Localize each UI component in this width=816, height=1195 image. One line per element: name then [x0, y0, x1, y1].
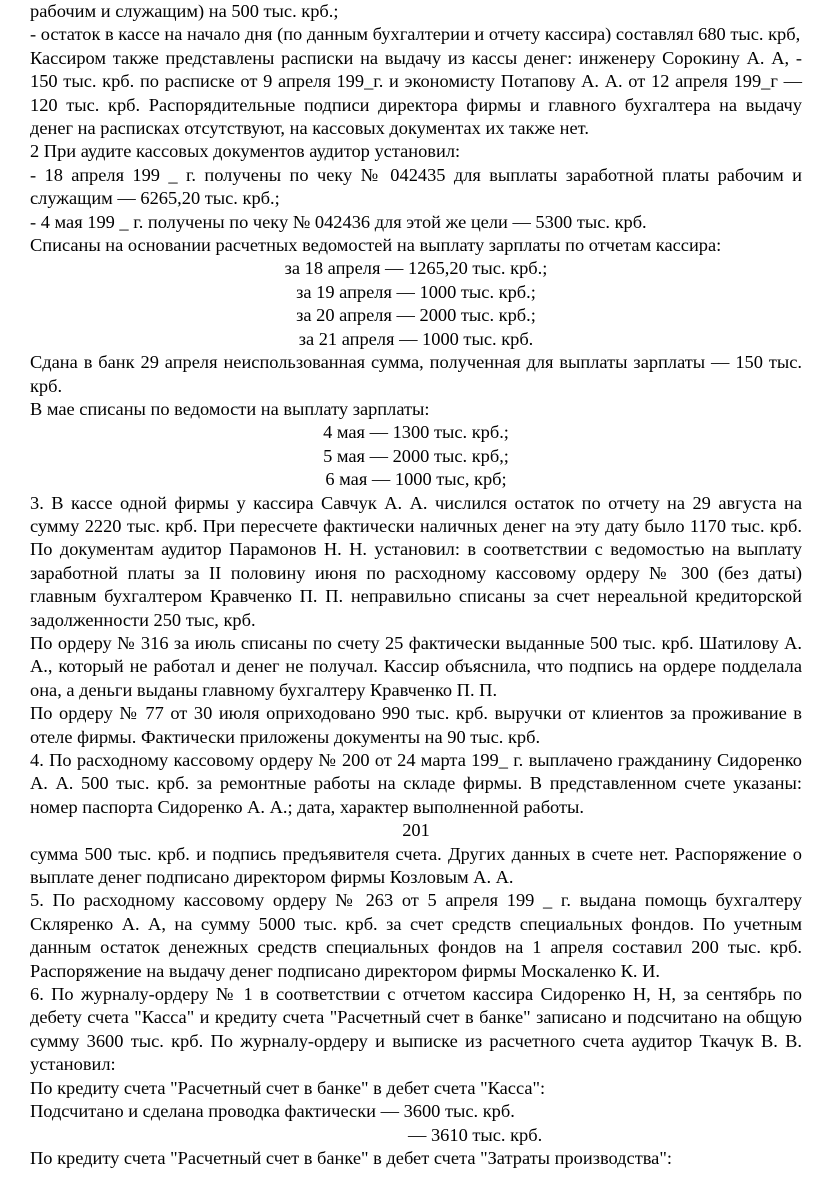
paragraph: - 4 мая 199 _ г. получены по чеку № 042436 для этой же цели — 5300 тыс. крб. — [30, 211, 647, 232]
paragraph: 5. По расходному кассовому ордеру № 263 от 5 апреля 199 _ г. выдана помощь бухгалтеру Скляренко А. А, на сумму 5000 тыс. крб. за счет средств специальных фондов. По учетным данным остаток денежных средств специальных фондов на 1 апреля составил 200 тыс. крб. Распоряжение на выдачу денег подписано директором фирмы Москаленко К. И. — [30, 890, 802, 981]
page-number: 201 — [402, 820, 430, 841]
paragraph: - остаток в кассе на начало дня (по данным бухгалтерии и отчету кассира) составлял 680 тыс. крб, — [30, 24, 801, 45]
paragraph: 4. По расходному кассовому ордеру № 200 от 24 марта 199_ г. выплачено гражданину Сидоренко А. А. 500 тыс. крб. за ремонтные работы на складе фирмы. В представленном счете указаны: номер паспорта Сидоренко А. А.; дата, характер выполненной работы. — [30, 750, 802, 817]
paragraph: 2 При аудите кассовых документов аудитор установил: — [30, 141, 461, 162]
paragraph: Подсчитано и сделана проводка фактически — 3600 тыс. крб. — [30, 1101, 515, 1122]
centered-line: за 21 апреля — 1000 тыс. крб. — [298, 328, 534, 349]
paragraph: рабочим и служащим) на 500 тыс. крб.; — [30, 1, 339, 21]
centered-line: 6 мая — 1000 тыс, крб; — [325, 469, 507, 490]
paragraph: — 3610 тыс. крб. — [408, 1124, 543, 1145]
paragraph: 6. По журналу-ордеру № 1 в соответствии с отчетом кассира Сидоренко Н, Н, за сентябрь по дебету счета "Касса" и кредиту счета "Расчетный счет в банке" записано и подсчитано на общую сумму 3600 тыс. крб. По журналу-ордеру и выписке из расчетного счета аудитор Ткачук В. В. установил: — [30, 984, 802, 1075]
centered-line: за 18 апреля — 1265,20 тыс. крб.; — [284, 258, 548, 279]
paragraph: В мае списаны по ведомости на выплату зарплаты: — [30, 398, 430, 419]
paragraph: По кредиту счета "Расчетный счет в банке" в дебет счета "Затраты производства": — [30, 1147, 672, 1168]
paragraph: Сдана в банк 29 апреля неиспользованная сумма, полученная для выплаты зарплаты — 150 тыс. крб. — [30, 352, 802, 396]
centered-line: за 20 апреля — 2000 тыс. крб.; — [296, 305, 536, 326]
paragraph: - 18 апреля 199 _ г. получены по чеку № 042435 для выплаты заработной платы рабочим и служащим — 6265,20 тыс. крб.; — [30, 164, 802, 209]
paragraph: 3. В кассе одной фирмы у кассира Савчук А. А. числился остаток по отчету на 29 августа на сумму 2220 тыс. крб. При пересчете фактически наличных денег на эту дату было 1170 тыс. крб. По документам аудитор Парамонов Н. Н. установил: в соответствии с ведомостью на выплату заработной платы за II половину июня по расходному кассовому ордеру № 300 (без даты) главным бухгалтером Кравченко П. П. неправильно списаны за счет нереальной кредиторской задолженности 250 тыс, крб. — [30, 492, 802, 630]
centered-line: за 19 апреля — 1000 тыс. крб.; — [296, 281, 536, 302]
centered-line: 4 мая — 1300 тыс. крб.; — [323, 422, 509, 443]
paragraph: По кредиту счета "Расчетный счет в банке" в дебет счета "Касса": — [30, 1077, 546, 1098]
paragraph: По ордеру № 77 от 30 июля оприходовано 990 тыс. крб. выручки от клиентов за проживание в отеле фирмы. Фактически приложены документы на 90 тыс. крб. — [30, 703, 802, 747]
paragraph: Кассиром также представлены расписки на выдачу из кассы денег: инженеру Сорокину А. А, - 150 тыс. крб. по расписке от 9 апреля 199_г. и экономисту Потапову А. А. от 12 апреля 199_г — 120 тыс. крб. Распорядительные подписи директора фирмы и главного бухгалтера на выдачу денег на расписках отсутствуют, на кассовых документах их также нет. — [30, 47, 802, 139]
paragraph: сумма 500 тыс. крб. и подпись предъявителя счета. Других данных в счете нет. Распоряжение о выплате денег подписано директором фирмы Козловым А. А. — [30, 843, 802, 888]
centered-line: 5 мая — 2000 тыс. крб,; — [323, 445, 509, 466]
paragraph: Списаны на основании расчетных ведомостей на выплату зарплаты по отчетам кассира: — [30, 235, 722, 256]
paragraph: По ордеру № 316 за июль списаны по счету 25 фактически выданные 500 тыс. крб. Шатилову А. А., который не работал и денег не получал. Кассир объяснила, что подпись на ордере подделала она, а деньги выданы главному бухгалтеру Кравченко П. П. — [30, 632, 802, 700]
